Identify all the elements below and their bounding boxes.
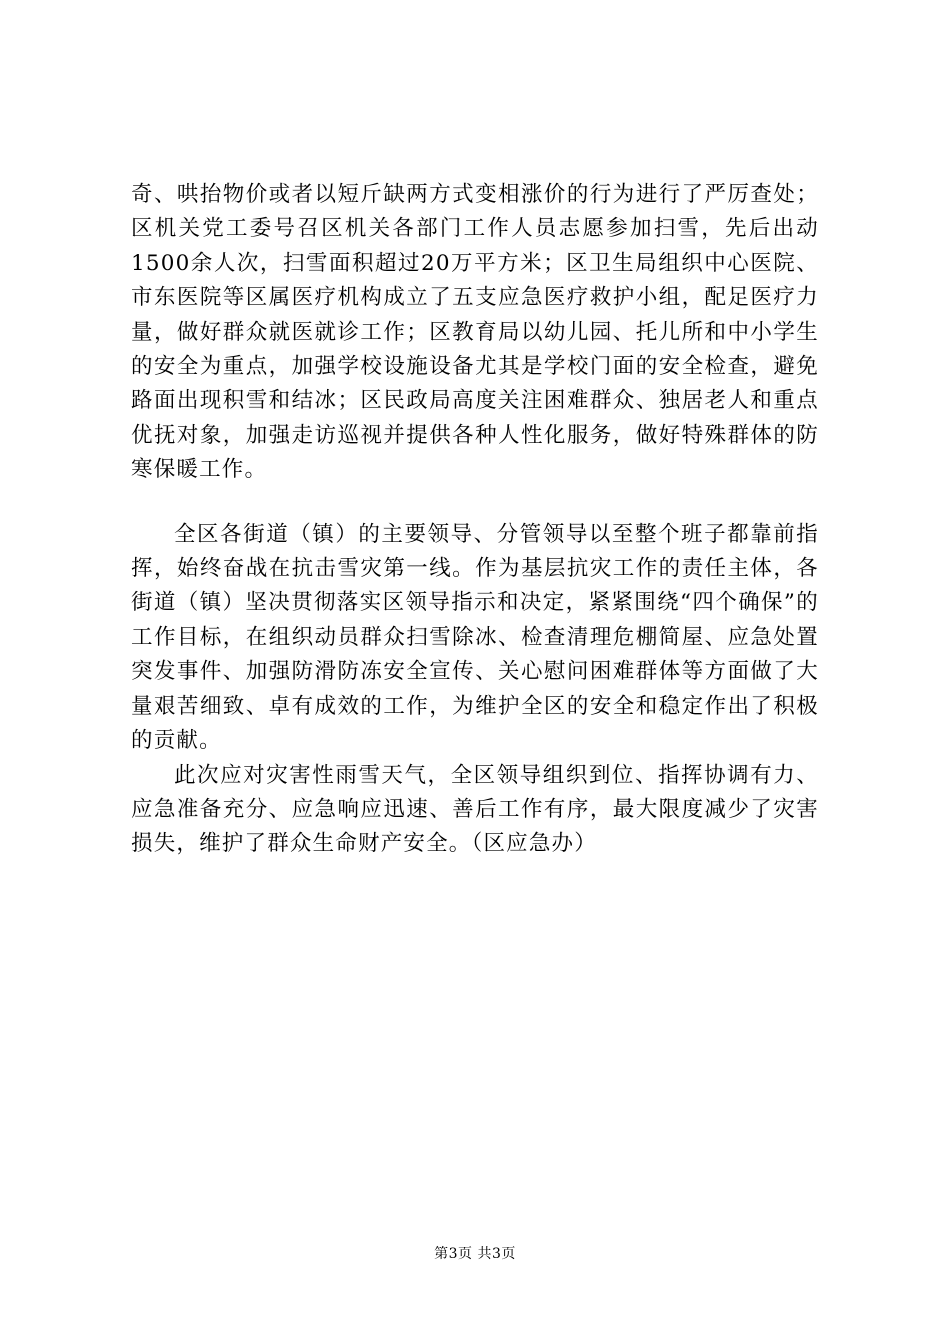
paragraph-continuation: 奇、哄抬物价或者以短斤缺两方式变相涨价的行为进行了严厉查处；区机关党工委号召区机关各部门工作人员志愿参加扫雪，先后出动1500余人次，扫雪面积超过20万平方米；区卫生局组织中心医院、市东医院等区属医疗机构成立了五支应急医疗救护小组，配足医疗力量，做好群众就医就诊工作；区教育局以幼儿园、托儿所和中小学生的安全为重点，加强学校设施设备尤其是学校门面的安全检查，避免路面出现积雪和结冰；区民政局高度关注困难群众、独居老人和重点优抚对象，加强走访巡视并提供各种人性化服务，做好特殊群体的防寒保暖工作。 [131, 182, 819, 483]
paragraph-summary: 此次应对灾害性雨雪天气，全区领导组织到位、指挥协调有力、应急准备充分、应急响应迅速、善后工作有序，最大限度减少了灾害损失，维护了群众生命财产安全。（区应急办） [131, 762, 819, 857]
paragraph-streets-leadership: 全区各街道（镇）的主要领导、分管领导以至整个班子都靠前指挥，始终奋战在抗击雪灾第一线。作为基层抗灾工作的责任主体，各街道（镇）坚决贯彻落实区领导指示和决定，紧紧围绕“四个确保”的工作目标，在组织动员群众扫雪除冰、检查清理危棚简屋、应急处置突发事件、加强防滑防冻安全宣传、关心慰问困难群体等方面做了大量艰苦细致、卓有成效的工作，为维护全区的安全和稳定作出了积极的贡献。 [131, 521, 819, 754]
page-footer: 第3页 共3页 [434, 1246, 516, 1262]
document-body [131, 178, 819, 862]
